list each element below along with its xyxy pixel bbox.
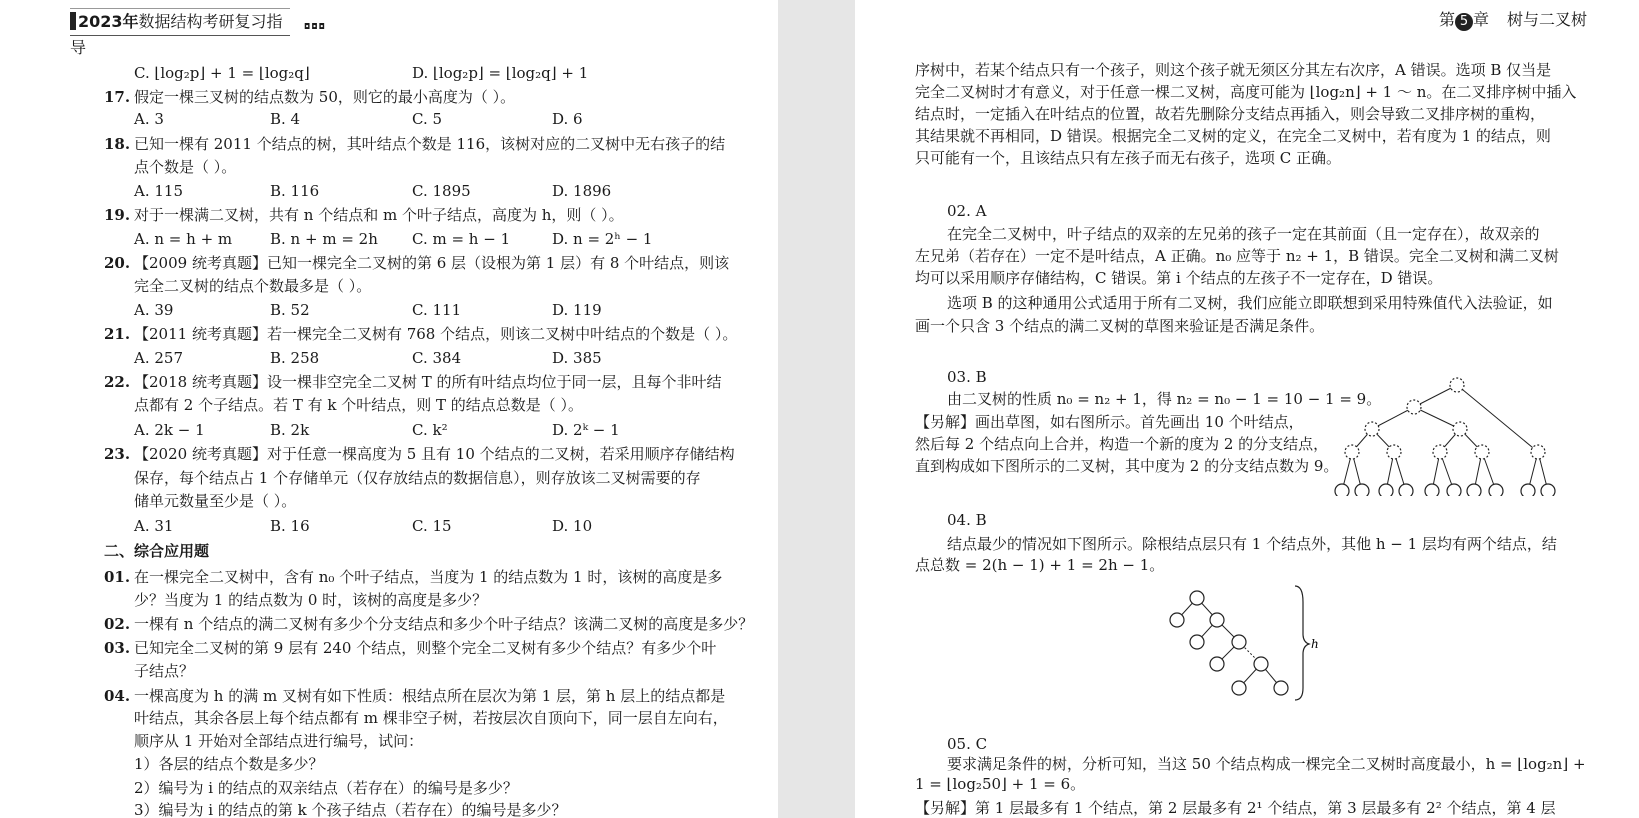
- explanation-line: 在完全二叉树中，叶子结点的双亲的左兄弟的孩子一定在其前面（且一定存在），故双亲的: [947, 225, 1540, 243]
- question-text: 子结点？: [134, 662, 195, 680]
- header-bar-icon: [70, 12, 76, 30]
- question-number: 02.: [104, 615, 131, 633]
- answer-option: C. k²: [412, 421, 448, 439]
- tree-node: [1531, 445, 1545, 459]
- answer-option: B. 52: [270, 301, 310, 319]
- question-text: 少？当度为 1 的结点数为 0 时，该树的高度是多少？: [134, 591, 488, 609]
- question-text: 储单元数量至少是（ ）。: [134, 492, 297, 510]
- answer-heading: 04. B: [947, 511, 987, 529]
- tree-edge: [1414, 407, 1460, 429]
- answer-option: A. 2k − 1: [134, 421, 205, 439]
- question-number: 22.: [104, 373, 131, 391]
- answer-option: D. 2ᵏ − 1: [552, 421, 620, 439]
- answer-option: A. 115: [134, 182, 183, 200]
- question-text: 【2018 统考真题】设一棵非空完全二叉树 T 的所有叶结点均位于同一层，且每个非叶结: [134, 373, 722, 391]
- section-heading: 二、综合应用题: [104, 542, 210, 560]
- question-text: 点个数是（ ）。: [134, 158, 237, 176]
- answer-option: B. 2k: [270, 421, 310, 439]
- tree-node: [1254, 657, 1268, 671]
- tree-node: [1387, 445, 1401, 459]
- question-number: 21.: [104, 325, 131, 343]
- header-book-title: 数据结构考研复习指导: [70, 12, 283, 57]
- question-text: 完全二叉树的结点个数最多是（ ）。: [134, 277, 372, 295]
- question-text: 点都有 2 个子结点。若 T 有 k 个叶结点，则 T 的结点总数是（ ）。: [134, 396, 584, 414]
- question-text: 对于一棵满二叉树，共有 n 个结点和 m 个叶子结点，高度为 h，则（ ）。: [134, 206, 624, 224]
- question-text: 一棵有 n 个结点的满二叉树有多少个分支结点和多少个叶子结点？该满二叉树的高度是多少？: [134, 615, 754, 633]
- explanation-line: 要求满足条件的树，分析可知，当这 50 个结点构成一棵完全二叉树时高度最小，h = ⌊log₂n⌋ +: [947, 755, 1586, 773]
- explanation-line: 均可以采用顺序存储结构，C 错误。第 i 个结点的左孩子不一定存在，D 错误。: [915, 269, 1443, 287]
- answer-option: B. n + m = 2h: [270, 230, 378, 248]
- answer-option: A. 3: [134, 110, 164, 128]
- header-dots: ◘◘◘: [304, 22, 326, 31]
- tree-node: [1467, 484, 1481, 496]
- question-number: 18.: [104, 135, 131, 153]
- question-text: 顺序从 1 开始对全部结点进行编号，试问：: [134, 732, 424, 750]
- tree-node: [1379, 484, 1393, 496]
- answer-option: C. 1895: [412, 182, 471, 200]
- explanation-line: 结点时，一定插入在叶结点的位置，故若先删除分支结点再插入，则会导致二叉排序树的重构，: [915, 105, 1546, 123]
- answer-option: D. n = 2ʰ − 1: [552, 230, 653, 248]
- header-year: 2023年: [78, 12, 139, 31]
- explanation-line: 直到构成如下图所示的二叉树，其中度为 2 的分支结点数为 9。: [915, 457, 1339, 475]
- question-number: 03.: [104, 639, 131, 657]
- question-number: 04.: [104, 687, 131, 705]
- explanation-line: 点总数 = 2(h − 1) + 1 = 2h − 1。: [915, 556, 1165, 574]
- tree-node: [1475, 445, 1489, 459]
- answer-option: A. 257: [134, 349, 183, 367]
- explanation-line: 左兄弟（若存在）一定不是叶结点，A 正确。n₀ 应等于 n₂ + 1，B 错误。完全二叉树和满二叉树: [915, 247, 1559, 265]
- tree-node: [1365, 422, 1379, 436]
- answer-option: D. 385: [552, 349, 602, 367]
- left-page-header: [70, 8, 326, 57]
- answer-option: D. 6: [552, 110, 583, 128]
- minimal-tree-figure: [1155, 582, 1335, 712]
- question-number: 19.: [104, 206, 131, 224]
- tree-node: [1521, 484, 1535, 496]
- chapter-suffix: 章: [1472, 10, 1489, 29]
- answer-option: C. 15: [412, 517, 452, 535]
- tree-node: [1541, 484, 1555, 496]
- tree-node: [1407, 400, 1421, 414]
- answer-option: D. 10: [552, 517, 593, 535]
- question-text: 假定一棵三叉树的结点数为 50，则它的最小高度为（ ）。: [134, 88, 516, 106]
- explanation-line: 选项 B 的这种通用公式适用于所有二叉树，我们应能立即联想到采用特殊值代入法验证，如: [947, 294, 1553, 312]
- answer-option: C. 111: [412, 301, 462, 319]
- answer-option: C. m = h − 1: [412, 230, 511, 248]
- answer-heading: 05. C: [947, 735, 988, 753]
- tree-node: [1450, 378, 1464, 392]
- tree-node: [1274, 681, 1288, 695]
- answer-option: B. 4: [270, 110, 301, 128]
- question-number: 17.: [104, 88, 131, 106]
- left-page: [0, 0, 778, 818]
- answer-option: C. 384: [412, 349, 462, 367]
- answer-option: D. 119: [552, 301, 602, 319]
- answer-option: A. 31: [134, 517, 174, 535]
- answer-option: C. 5: [412, 110, 443, 128]
- tree-node: [1433, 445, 1447, 459]
- question-text: D. ⌊log₂p⌋ = ⌊log₂q⌋ + 1: [412, 64, 589, 82]
- question-number: 23.: [104, 445, 131, 463]
- chapter-number-badge: 5: [1455, 13, 1473, 31]
- explanation-line: 【另解】画出草图，如右图所示。首先画出 10 个叶结点，: [915, 413, 1304, 431]
- tree-node: [1355, 484, 1369, 496]
- question-text: C. ⌊log₂p⌋ + 1 = ⌊log₂q⌋: [134, 64, 310, 82]
- question-text: 保存，每个结点占 1 个存储单元（仅存放结点的数据信息），则存放该二叉树需要的存: [134, 469, 701, 487]
- tree-node: [1425, 484, 1439, 496]
- question-text: 已知完全二叉树的第 9 层有 240 个结点，则整个完全二叉树有多少个结点？有多少个叶: [134, 639, 717, 657]
- chapter-prefix: 第: [1438, 10, 1455, 29]
- explanation-line: 【另解】第 1 层最多有 1 个结点，第 2 层最多有 2¹ 个结点，第 3 层最多有 2² 个结点，第 4 层: [915, 799, 1556, 817]
- question-text: 3）编号为 i 的结点的第 k 个孩子结点（若存在）的编号是多少？: [134, 801, 567, 818]
- tree-node: [1190, 635, 1204, 649]
- tree-node: [1210, 613, 1224, 627]
- question-number: 20.: [104, 254, 131, 272]
- chapter-title: 树与二叉树: [1506, 10, 1587, 29]
- right-page: [855, 0, 1639, 818]
- question-text: 2）编号为 i 的结点的双亲结点（若存在）的编号是多少？: [134, 779, 518, 797]
- tree-node: [1170, 613, 1184, 627]
- binary-tree-figure: [1325, 366, 1565, 496]
- answer-option: B. 116: [270, 182, 320, 200]
- answer-option: B. 258: [270, 349, 320, 367]
- right-page-header: [1439, 8, 1587, 32]
- explanation-line: 完全二叉树时才有意义，对于任意一棵二叉树，高度可能为 ⌊log₂n⌋ + 1 ～ n。在二叉排序树中插入: [915, 83, 1577, 101]
- tree-node: [1232, 681, 1246, 695]
- tree-edge: [1457, 385, 1538, 452]
- explanation-line: 其结果就不再相同，D 错误。根据完全二叉树的定义，在完全二叉树中，若有度为 1 的结点，则: [915, 127, 1551, 145]
- tree-node: [1335, 484, 1349, 496]
- answer-option: A. n = h + m: [134, 230, 233, 248]
- answer-heading: 02. A: [947, 202, 987, 220]
- page-gutter: [778, 0, 855, 818]
- question-text: 【2020 统考真题】对于任意一棵高度为 5 且有 10 个结点的二叉树，若采用顺序存储结构: [134, 445, 735, 463]
- answer-option: D. 1896: [552, 182, 612, 200]
- explanation-line: 1 = ⌊log₂50⌋ + 1 = 6。: [915, 775, 1086, 793]
- tree-node: [1210, 657, 1224, 671]
- tree-node: [1453, 422, 1467, 436]
- question-text: 1）各层的结点个数是多少？: [134, 755, 324, 773]
- tree-node: [1447, 484, 1461, 496]
- explanation-line: 结点最少的情况如下图所示。除根结点层只有 1 个结点外，其他 h − 1 层均有两个结点，结: [947, 535, 1557, 553]
- question-text: 【2011 统考真题】若一棵完全二叉树有 768 个结点，则该二叉树中叶结点的个数是（ ）。: [134, 325, 738, 343]
- height-brace: [1295, 586, 1309, 700]
- answer-heading: 03. B: [947, 368, 987, 386]
- tree-node: [1190, 591, 1204, 605]
- question-text: 叶结点，其余各层上每个结点都有 m 棵非空子树，若按层次自顶向下，同一层自左向右，: [134, 709, 728, 727]
- explanation-line: 只可能有一个，且该结点只有左孩子而无右孩子，选项 C 正确。: [915, 149, 1342, 167]
- answer-option: A. 39: [134, 301, 174, 319]
- explanation-line: 画一个只含 3 个结点的满二叉树的草图来验证是否满足条件。: [915, 317, 1325, 335]
- tree-node: [1345, 445, 1359, 459]
- tree-node: [1489, 484, 1503, 496]
- tree-node: [1232, 635, 1246, 649]
- explanation-line: 然后每 2 个结点向上合并，构造一个新的度为 2 的分支结点，: [915, 435, 1329, 453]
- answer-option: B. 16: [270, 517, 310, 535]
- tree-node: [1399, 484, 1413, 496]
- question-text: 一棵高度为 h 的满 m 叉树有如下性质：根结点所在层次为第 1 层，第 h 层上的结点都是: [134, 687, 726, 705]
- question-text: 已知一棵有 2011 个结点的树，其叶结点个数是 116，该树对应的二叉树中无右孩子的结: [134, 135, 726, 153]
- question-text: 在一棵完全二叉树中，含有 n₀ 个叶子结点，当度为 1 的结点数为 1 时，该树的高度是多: [134, 568, 723, 586]
- height-label: h: [1311, 637, 1319, 651]
- question-number: 01.: [104, 568, 131, 586]
- explanation-line: 序树中，若某个结点只有一个孩子，则这个孩子就无须区分其左右次序，A 错误。选项 B 仅当是: [915, 61, 1552, 79]
- question-text: 【2009 统考真题】已知一棵完全二叉树的第 6 层（设根为第 1 层）有 8 个叶结点，则该: [134, 254, 730, 272]
- explanation-line: 由二叉树的性质 n₀ = n₂ + 1，得 n₂ = n₀ − 1 = 10 − 1 = 9。: [947, 390, 1382, 408]
